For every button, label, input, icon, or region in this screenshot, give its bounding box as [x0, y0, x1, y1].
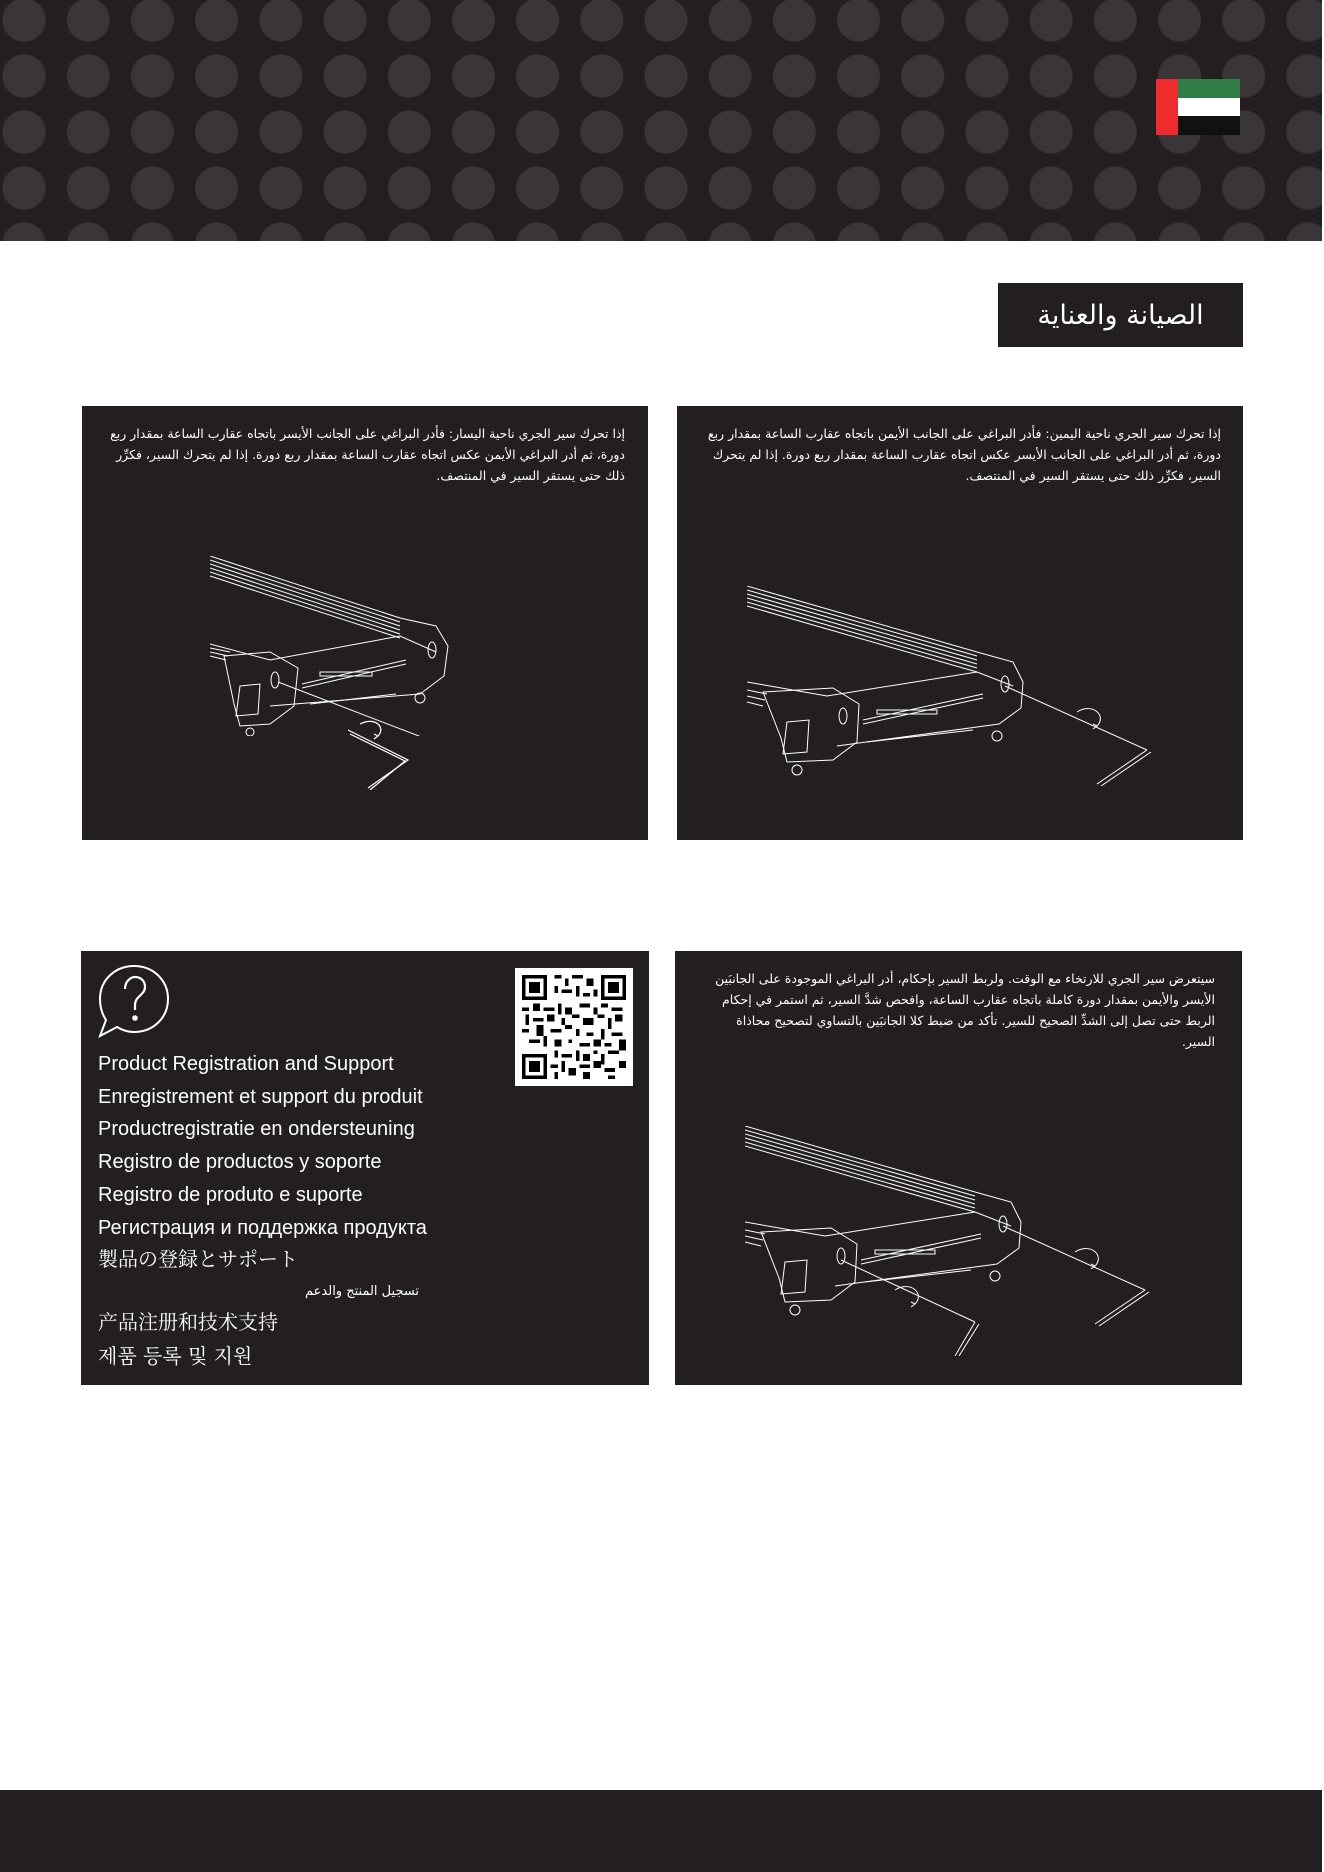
instruction-text: إذا تحرك سير الجري ناحية اليسار: فأدر البراغي على الجانب الأيسر باتجاه عقارب الساعة بمقدار ربع دورة، ثم أدر البراغي الأيمن عكس اتجاه عقارب الساعة بمقدار ربع دورة. إذا لم يتحرك السير، فكرِّر ذلك حتى يستقر السير في المنتصف. [110, 426, 625, 483]
treadmill-illustration-icon [747, 586, 1167, 786]
registration-item-ar-text: تسجيل المنتج والدعم [305, 1283, 420, 1299]
registration-item-fr: Enregistrement et support du produit [98, 1085, 423, 1108]
section-title-text: الصيانة والعناية [1037, 299, 1204, 331]
registration-item-ja: 製品の登録とサポート [98, 1249, 298, 1272]
registration-list [98, 1048, 638, 1372]
header-banner [0, 0, 1324, 241]
registration-item-pt: Registro de produto e suporte [98, 1183, 363, 1206]
panel-support [81, 951, 649, 1385]
flag-green-band [1178, 79, 1240, 98]
flag-red-band [1156, 79, 1178, 135]
uae-flag-icon [1156, 79, 1240, 135]
section-title [998, 283, 1243, 347]
registration-item-es: Registro de productos y soporte [98, 1151, 382, 1174]
panel-belt-tension [675, 951, 1242, 1385]
registration-item-en: Product Registration and Support [98, 1053, 394, 1075]
registration-item-nl: Productregistratie en ondersteuning [98, 1118, 415, 1141]
instruction-text: إذا تحرك سير الجري ناحية اليمين: فأدر البراغي على الجانب الأيمن باتجاه عقارب الساعة بمقدار ربع دورة، ثم أدر البراغي على الجانب الأيسر عكس اتجاه عقارب الساعة بمقدار ربع دورة. إذا لم يتحرك السير، فكرِّر ذلك حتى يستقر السير في المنتصف. [707, 426, 1221, 483]
registration-item-ar [98, 1277, 638, 1307]
registration-item-ru: Регистрация и поддержка продукта [98, 1216, 427, 1239]
panel-left-adjust [82, 406, 648, 840]
registration-item-ko: 제품 등록 및 지원 [98, 1343, 253, 1368]
instruction-text: سيتعرض سير الجري للارتخاء مع الوقت. ولربط السير بإحكام، أدر البراغي الموجودة على الجانبَين الأيسر والأيمن بمقدار دورة كاملة باتجاه عقارب الساعة، وافحص شدَّ السير، ثم استمر في إحكام الربط حتى تصل إلى الشدِّ الصحيح للسير. تأكد من ضبط كلا الجانبَين بالتساوي لتصحيح محاذاة السير. [715, 971, 1215, 1049]
footer-bar [0, 1790, 1324, 1872]
question-bubble-icon [97, 963, 171, 1039]
flag-white-band [1178, 98, 1240, 117]
registration-item-zh: 产品注册和技术支持 [98, 1311, 278, 1334]
treadmill-illustration-icon [210, 556, 510, 736]
panel-right-adjust [677, 406, 1243, 840]
flag-black-band [1178, 116, 1240, 135]
allen-key-icon [348, 720, 414, 790]
treadmill-illustration-icon [745, 1126, 1165, 1356]
